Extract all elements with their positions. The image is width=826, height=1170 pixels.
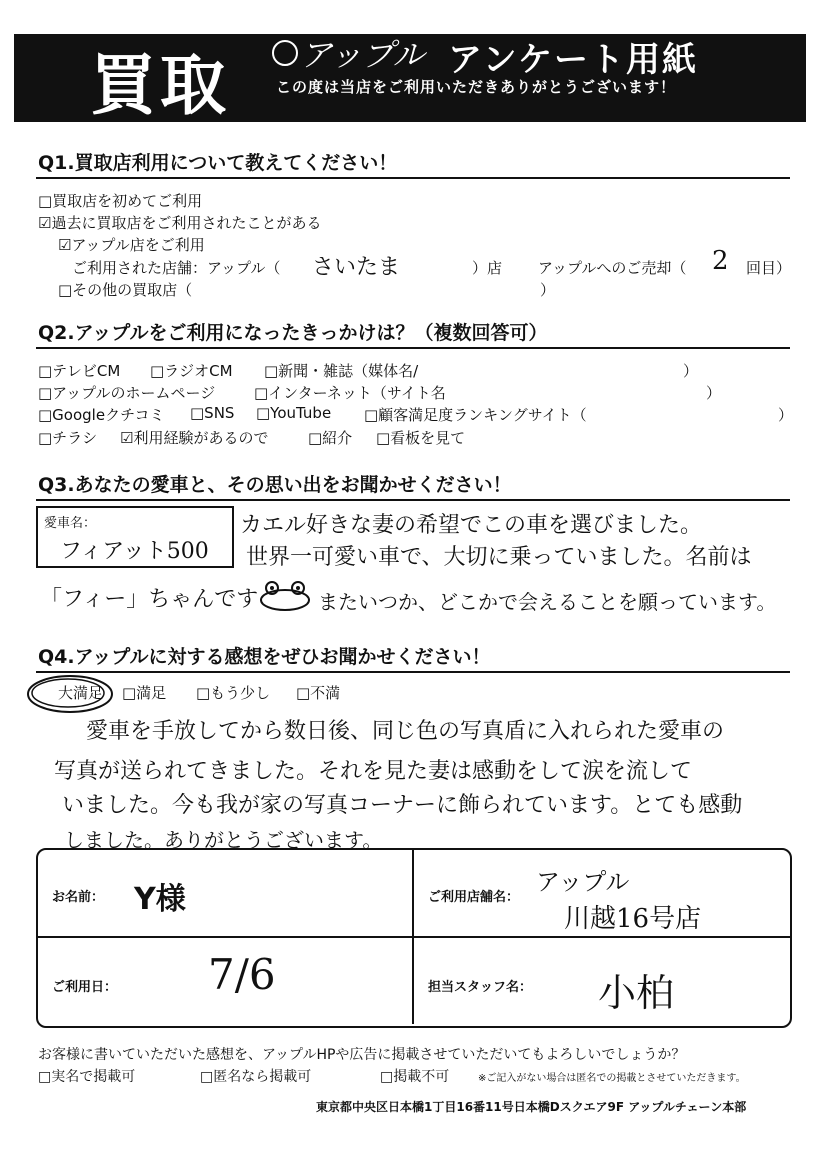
q3-question: Q3.あなたの愛車と、その思い出をお聞かせください！: [38, 474, 512, 496]
logo-icon: [272, 40, 298, 66]
q2-ranking[interactable]: □顧客満足度ランキングサイト（: [364, 406, 587, 424]
store-label: ご利用店舗名：: [428, 890, 520, 905]
q1-opt-first[interactable]: □買取店を初めてご利用: [38, 192, 203, 210]
q2-experience[interactable]: ☑利用経験があるので: [120, 429, 269, 447]
store-value-2[interactable]: 川越16号店: [564, 904, 702, 934]
q2-close: ）: [706, 384, 722, 402]
q2-internet[interactable]: □インターネット（サイト名: [254, 384, 446, 402]
q2-close: ）: [778, 406, 794, 424]
divider: [36, 347, 790, 349]
car-label: 愛車名：: [44, 516, 97, 531]
divider: [412, 850, 414, 1024]
q2-newspaper[interactable]: □新聞・雑誌（媒体名/: [264, 362, 419, 380]
divider: [36, 671, 790, 673]
car-value[interactable]: フィアット500: [60, 539, 209, 564]
q1-count-value[interactable]: 2: [712, 246, 729, 276]
memory-line-1[interactable]: カエル好きな妻の希望でこの車を選びました。: [240, 513, 703, 538]
q1-store-label: ご利用された店舗：アップル（: [72, 259, 281, 277]
q1-store-value[interactable]: さいたま: [312, 255, 401, 280]
logo: アップル: [300, 36, 425, 74]
memory-line-4[interactable]: またいつか、どこかで会えることを願っています。: [318, 590, 777, 614]
divider: [36, 499, 790, 501]
divider: [36, 177, 790, 179]
q4-opt-unsatisfied[interactable]: □不満: [296, 684, 341, 702]
q2-flyer[interactable]: □チラシ: [38, 429, 98, 447]
q2-sns[interactable]: □SNS: [190, 404, 235, 422]
q4-question: Q4.アップルに対する感想をぜひお聞かせください！: [38, 646, 491, 668]
q2-youtube[interactable]: □YouTube: [256, 404, 332, 422]
staff-value[interactable]: 小柏: [598, 971, 675, 1015]
q1-opt-past[interactable]: ☑過去に買取店をご利用されたことがある: [38, 214, 322, 232]
consent-real-name[interactable]: □実名で掲載可: [38, 1069, 136, 1085]
header-title: アンケート用紙: [448, 40, 698, 80]
q2-tv[interactable]: □テレビCM: [38, 362, 121, 380]
q1-store-suffix: ）店: [472, 259, 503, 277]
consent-anonymous[interactable]: □匿名なら掲載可: [200, 1069, 312, 1085]
q1-question: Q1.買取店利用について教えてください！: [38, 152, 398, 174]
address: 東京都中央区日本橋1丁目16番11号日本橋Dスクエア9F アップルチェーン本部: [316, 1100, 747, 1114]
memory-line-3[interactable]: 「フィー」ちゃんです: [40, 587, 259, 612]
frog-icon: [258, 578, 312, 612]
staff-label: 担当スタッフ名：: [428, 980, 533, 995]
q2-question: Q2.アップルをご利用になったきっかけは？（複数回答可）: [38, 322, 548, 344]
q1-opt-other[interactable]: □その他の買取店（: [58, 281, 193, 299]
q1-count-suffix: 回目）: [746, 259, 792, 277]
comment-line-4[interactable]: しました。ありがとうございます。: [64, 828, 383, 852]
q2-close: ）: [683, 362, 699, 380]
q1-other-close: ）: [540, 281, 556, 299]
date-label: ご利用日：: [52, 980, 118, 995]
date-value[interactable]: 7/6: [208, 950, 276, 999]
comment-line-3[interactable]: いました。今も我が家の写真コーナーに飾られています。とても感動: [62, 793, 743, 818]
consent-question: お客様に書いていただいた感想を、アップルHPや広告に掲載させていただいてもよろしいでしょうか？: [38, 1047, 686, 1063]
consent-note: ※ご記入がない場合は匿名での掲載とさせていただきます。: [478, 1073, 746, 1084]
q2-signboard[interactable]: □看板を見て: [376, 429, 466, 447]
q4-opt-more[interactable]: □もう少し: [196, 684, 271, 702]
header-subtitle: この度は当店をご利用いただきありがとうございます！: [276, 78, 677, 96]
header-title-big: 買取: [90, 47, 230, 124]
memory-line-2[interactable]: 世界一可愛い車で、大切に乗っていました。名前は: [246, 545, 752, 570]
name-label: お名前：: [52, 890, 105, 905]
comment-line-2[interactable]: 写真が送られてきました。それを見た妻は感動をして涙を流して: [54, 759, 693, 784]
store-value-1[interactable]: アップル: [536, 868, 630, 896]
q2-google[interactable]: □Googleクチコミ: [38, 406, 165, 424]
q2-radio[interactable]: □ラジオCM: [150, 362, 233, 380]
q4-opt-satisfied[interactable]: □満足: [122, 684, 167, 702]
q1-count-label: アップルへのご売却（: [538, 259, 687, 277]
q2-homepage[interactable]: □アップルのホームページ: [38, 384, 216, 402]
divider: [38, 936, 790, 938]
consent-none[interactable]: □掲載不可: [380, 1069, 450, 1085]
q1-opt-apple[interactable]: ☑アップル店をご利用: [58, 236, 205, 254]
q2-referral[interactable]: □紹介: [308, 429, 353, 447]
comment-line-1[interactable]: 愛車を手放してから数日後、同じ色の写真盾に入れられた愛車の: [86, 719, 725, 744]
q4-opt-very-satisfied[interactable]: 大満足: [58, 684, 104, 702]
name-value[interactable]: Y様: [134, 882, 186, 917]
